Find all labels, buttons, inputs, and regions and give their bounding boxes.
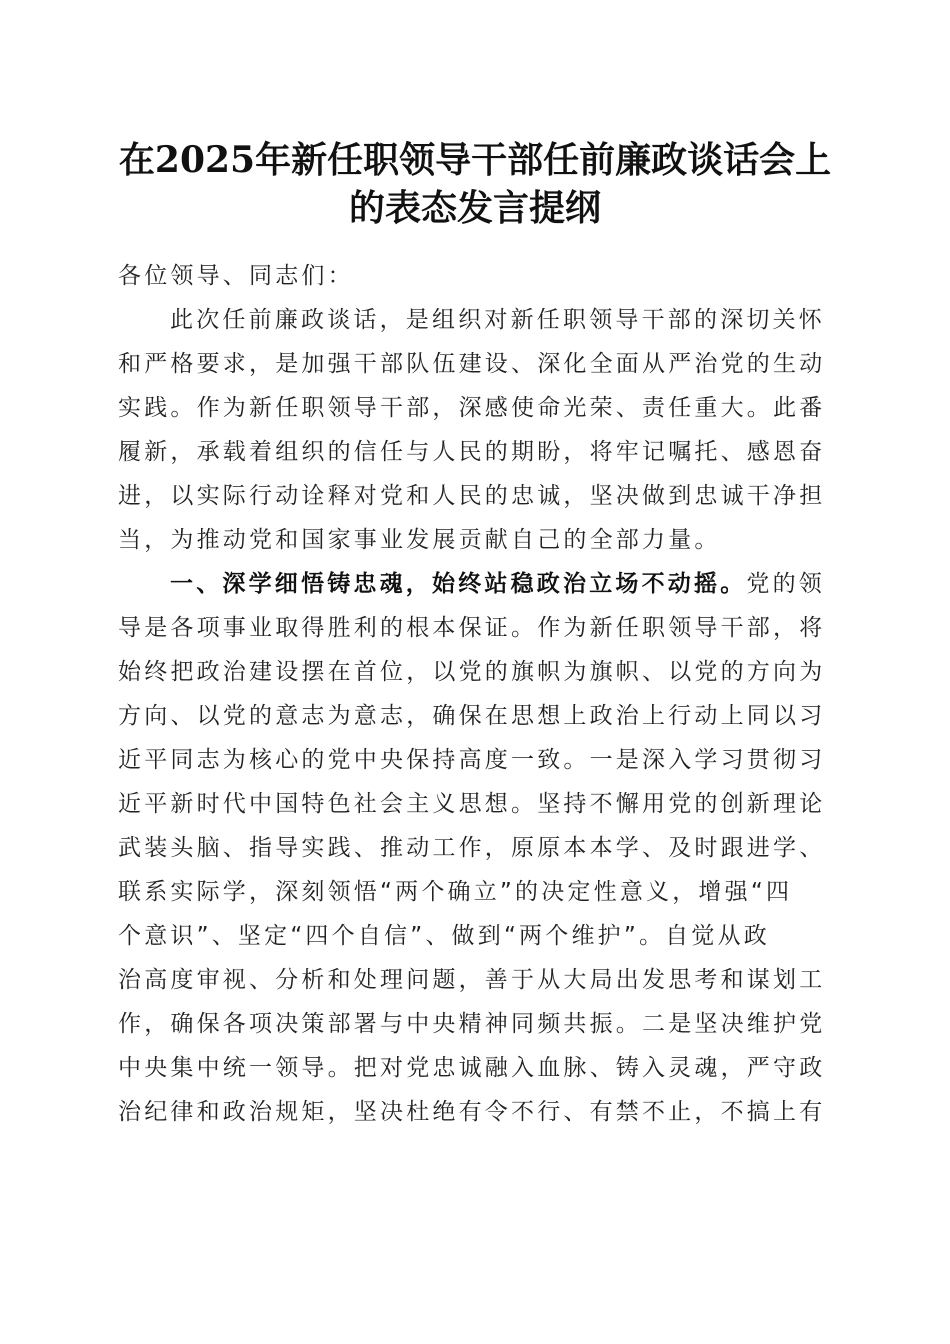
section-1-first-line-tail: 党的领 [746,571,826,597]
section-1-first-line [118,562,832,606]
paragraph-line: 始终把政治建设摆在首位，以党的旗帜为旗帜、以党的方向为 [118,659,826,685]
document-title [118,136,832,232]
title-line-2: 的表态发言提纲 [348,187,601,229]
paragraph-line: 导是各项事业取得胜利的根本保证。作为新任职领导干部，将 [118,615,826,641]
paragraph-line: 作，确保各项决策部署与中央精神同频共振。二是坚决维护党 [118,1011,826,1037]
paragraph-line: 履新，承载着组织的信任与人民的期盼，将牢记嘱托、感恩奋 [118,439,826,465]
paragraph-line: 当，为推动党和国家事业发展贡献自己的全部力量。 [118,527,721,553]
paragraph-line: 联系实际学，深刻领悟“两个确立”的决定性意义，增强“四 [118,879,793,905]
paragraph-line: 个意识”、坚定“四个自信”、做到“两个维护”。自觉从政 [118,923,770,949]
paragraph-line: 方向、以党的意志为意志，确保在思想上政治上行动上同以习 [118,703,826,729]
paragraph-line: 治纪律和政治规矩，坚决杜绝有令不行、有禁不止，不搞上有 [118,1099,826,1125]
paragraph-line: 武装头脑、指导实践、推动工作，原原本本学、及时跟进学、 [118,835,826,861]
paragraph-line: 治高度审视、分析和处理问题，善于从大局出发思考和谋划工 [118,967,826,993]
document-body [118,254,832,1134]
paragraph-line: 实践。作为新任职领导干部，深感使命光荣、责任重大。此番 [118,395,826,421]
paragraph-line: 进，以实际行动诠释对党和人民的忠诚，坚决做到忠诚干净担 [118,483,826,509]
paragraph-line: 近平新时代中国特色社会主义思想。坚持不懈用党的创新理论 [118,791,826,817]
paragraph-line: 近平同志为核心的党中央保持高度一致。一是深入学习贯彻习 [118,747,826,773]
paragraph-line: 和严格要求，是加强干部队伍建设、深化全面从严治党的生动 [118,351,826,377]
paragraph-line: 此次任前廉政谈话，是组织对新任职领导干部的深切关怀 [170,307,825,333]
paragraph-line: 中央集中统一领导。把对党忠诚融入血脉、铸入灵魂，严守政 [118,1055,826,1081]
greeting: 各位领导、同志们： [118,263,354,289]
section-1-heading: 一、深学细悟铸忠魂，始终站稳政治立场不动摇。 [170,571,747,597]
title-line-1: 在2025年新任职领导干部任前廉政谈话会上 [118,139,832,181]
